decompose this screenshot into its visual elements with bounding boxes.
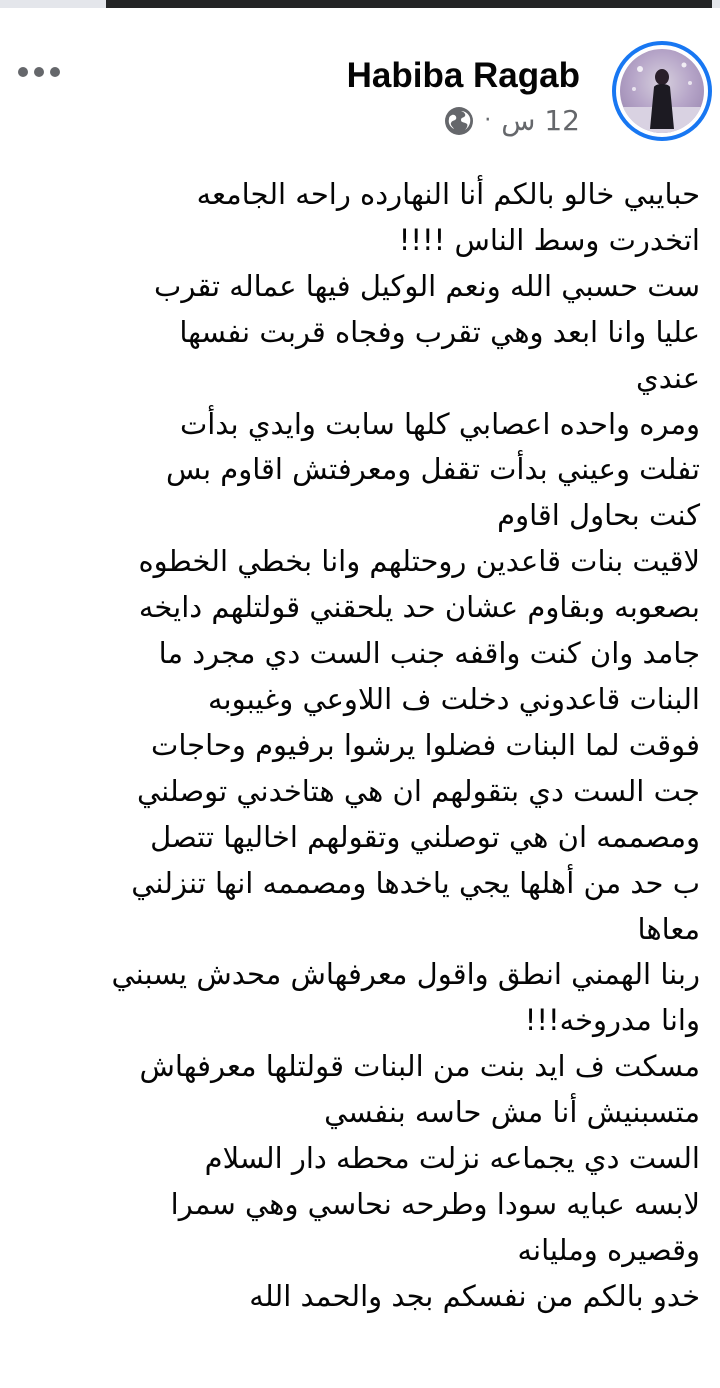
post-text-line: مسكت ف ايد بنت من البنات قولتلها معرفهاش bbox=[139, 1049, 700, 1084]
post-text-line: ب حد من أهلها يجي ياخدها ومصممه انها تنزلني bbox=[131, 865, 700, 900]
avatar[interactable] bbox=[612, 41, 712, 141]
meta-separator: · bbox=[484, 108, 492, 133]
more-options-icon bbox=[18, 67, 28, 77]
post-body bbox=[22, 172, 700, 1320]
post-text-line: ست حسبي الله ونعم الوكيل فيها عماله تقرب bbox=[154, 268, 700, 303]
more-options-button[interactable] bbox=[18, 62, 66, 82]
post-text-line: لاقيت بنات قاعدين روحتلهم وانا بخطي الخطوه bbox=[138, 544, 700, 579]
post-text-line: جت الست دي بتقولهم ان هي هتاخدني توصلني bbox=[136, 773, 700, 808]
post-text-line: وقصيره ومليانه bbox=[517, 1232, 700, 1267]
post-header bbox=[0, 30, 720, 150]
post-text-line: تفلت وعيني بدأت تقفل ومعرفتش اقاوم بس bbox=[165, 452, 700, 487]
post-text-line: كنت بحاول اقاوم bbox=[497, 498, 700, 533]
post-text-line: ومره واحده اعصابي كلها سابت وايدي بدأت bbox=[179, 406, 700, 441]
post-text-line: ومصممه ان هي توصلني وتقولهم اخاليها تتصل bbox=[150, 819, 700, 854]
post-text-line: خدو بالكم من نفسكم بجد والحمد الله bbox=[249, 1278, 700, 1313]
post-text-line: حبايبي خالو بالكم أنا النهارده راحه الجامعه bbox=[196, 177, 700, 211]
avatar-image bbox=[620, 49, 704, 133]
globe-icon[interactable] bbox=[444, 106, 474, 136]
more-options-icon-dot bbox=[34, 67, 44, 77]
post-text-line: عندي bbox=[636, 360, 700, 395]
post-text-line: عليا وانا ابعد وهي تقرب وفجاه قربت نفسها bbox=[179, 314, 700, 349]
avatar-picture bbox=[620, 49, 704, 133]
author-name[interactable]: Habiba Ragab bbox=[346, 56, 580, 95]
post-text-line: متسبنيش أنا مش حاسه بنفسي bbox=[324, 1095, 700, 1130]
post-text-line: فوقت لما البنات فضلوا يرشوا برفيوم وحاجات bbox=[151, 727, 700, 762]
post-text-line: اتخدرت وسط الناس !!!! bbox=[398, 222, 700, 257]
post-text-line: بصعوبه وبقاوم عشان حد يلحقني قولتلهم دايخه bbox=[138, 590, 700, 625]
post-timestamp[interactable]: 12 س bbox=[501, 104, 580, 137]
top-bar-handle bbox=[106, 0, 712, 8]
post-text-line: وانا مدروخه!!! bbox=[524, 1003, 700, 1038]
post-text-line: ربنا الهمني انطق واقول معرفهاش محدش يسبني bbox=[111, 957, 700, 992]
post-text-line: جامد وان كنت واقفه جنب الست دي مجرد ما bbox=[158, 636, 700, 671]
more-options-icon-dot bbox=[50, 67, 60, 77]
post-meta bbox=[444, 104, 580, 137]
post-text-line: الست دي يجماعه نزلت محطه دار السلام bbox=[204, 1141, 700, 1176]
post-text-line: معاها bbox=[637, 911, 700, 946]
post-text-line: لابسه عبايه سودا وطرحه نحاسي وهي سمرا bbox=[170, 1186, 700, 1221]
post-text-line: البنات قاعدوني دخلت ف اللاوعي وغيبوبه bbox=[207, 681, 700, 716]
